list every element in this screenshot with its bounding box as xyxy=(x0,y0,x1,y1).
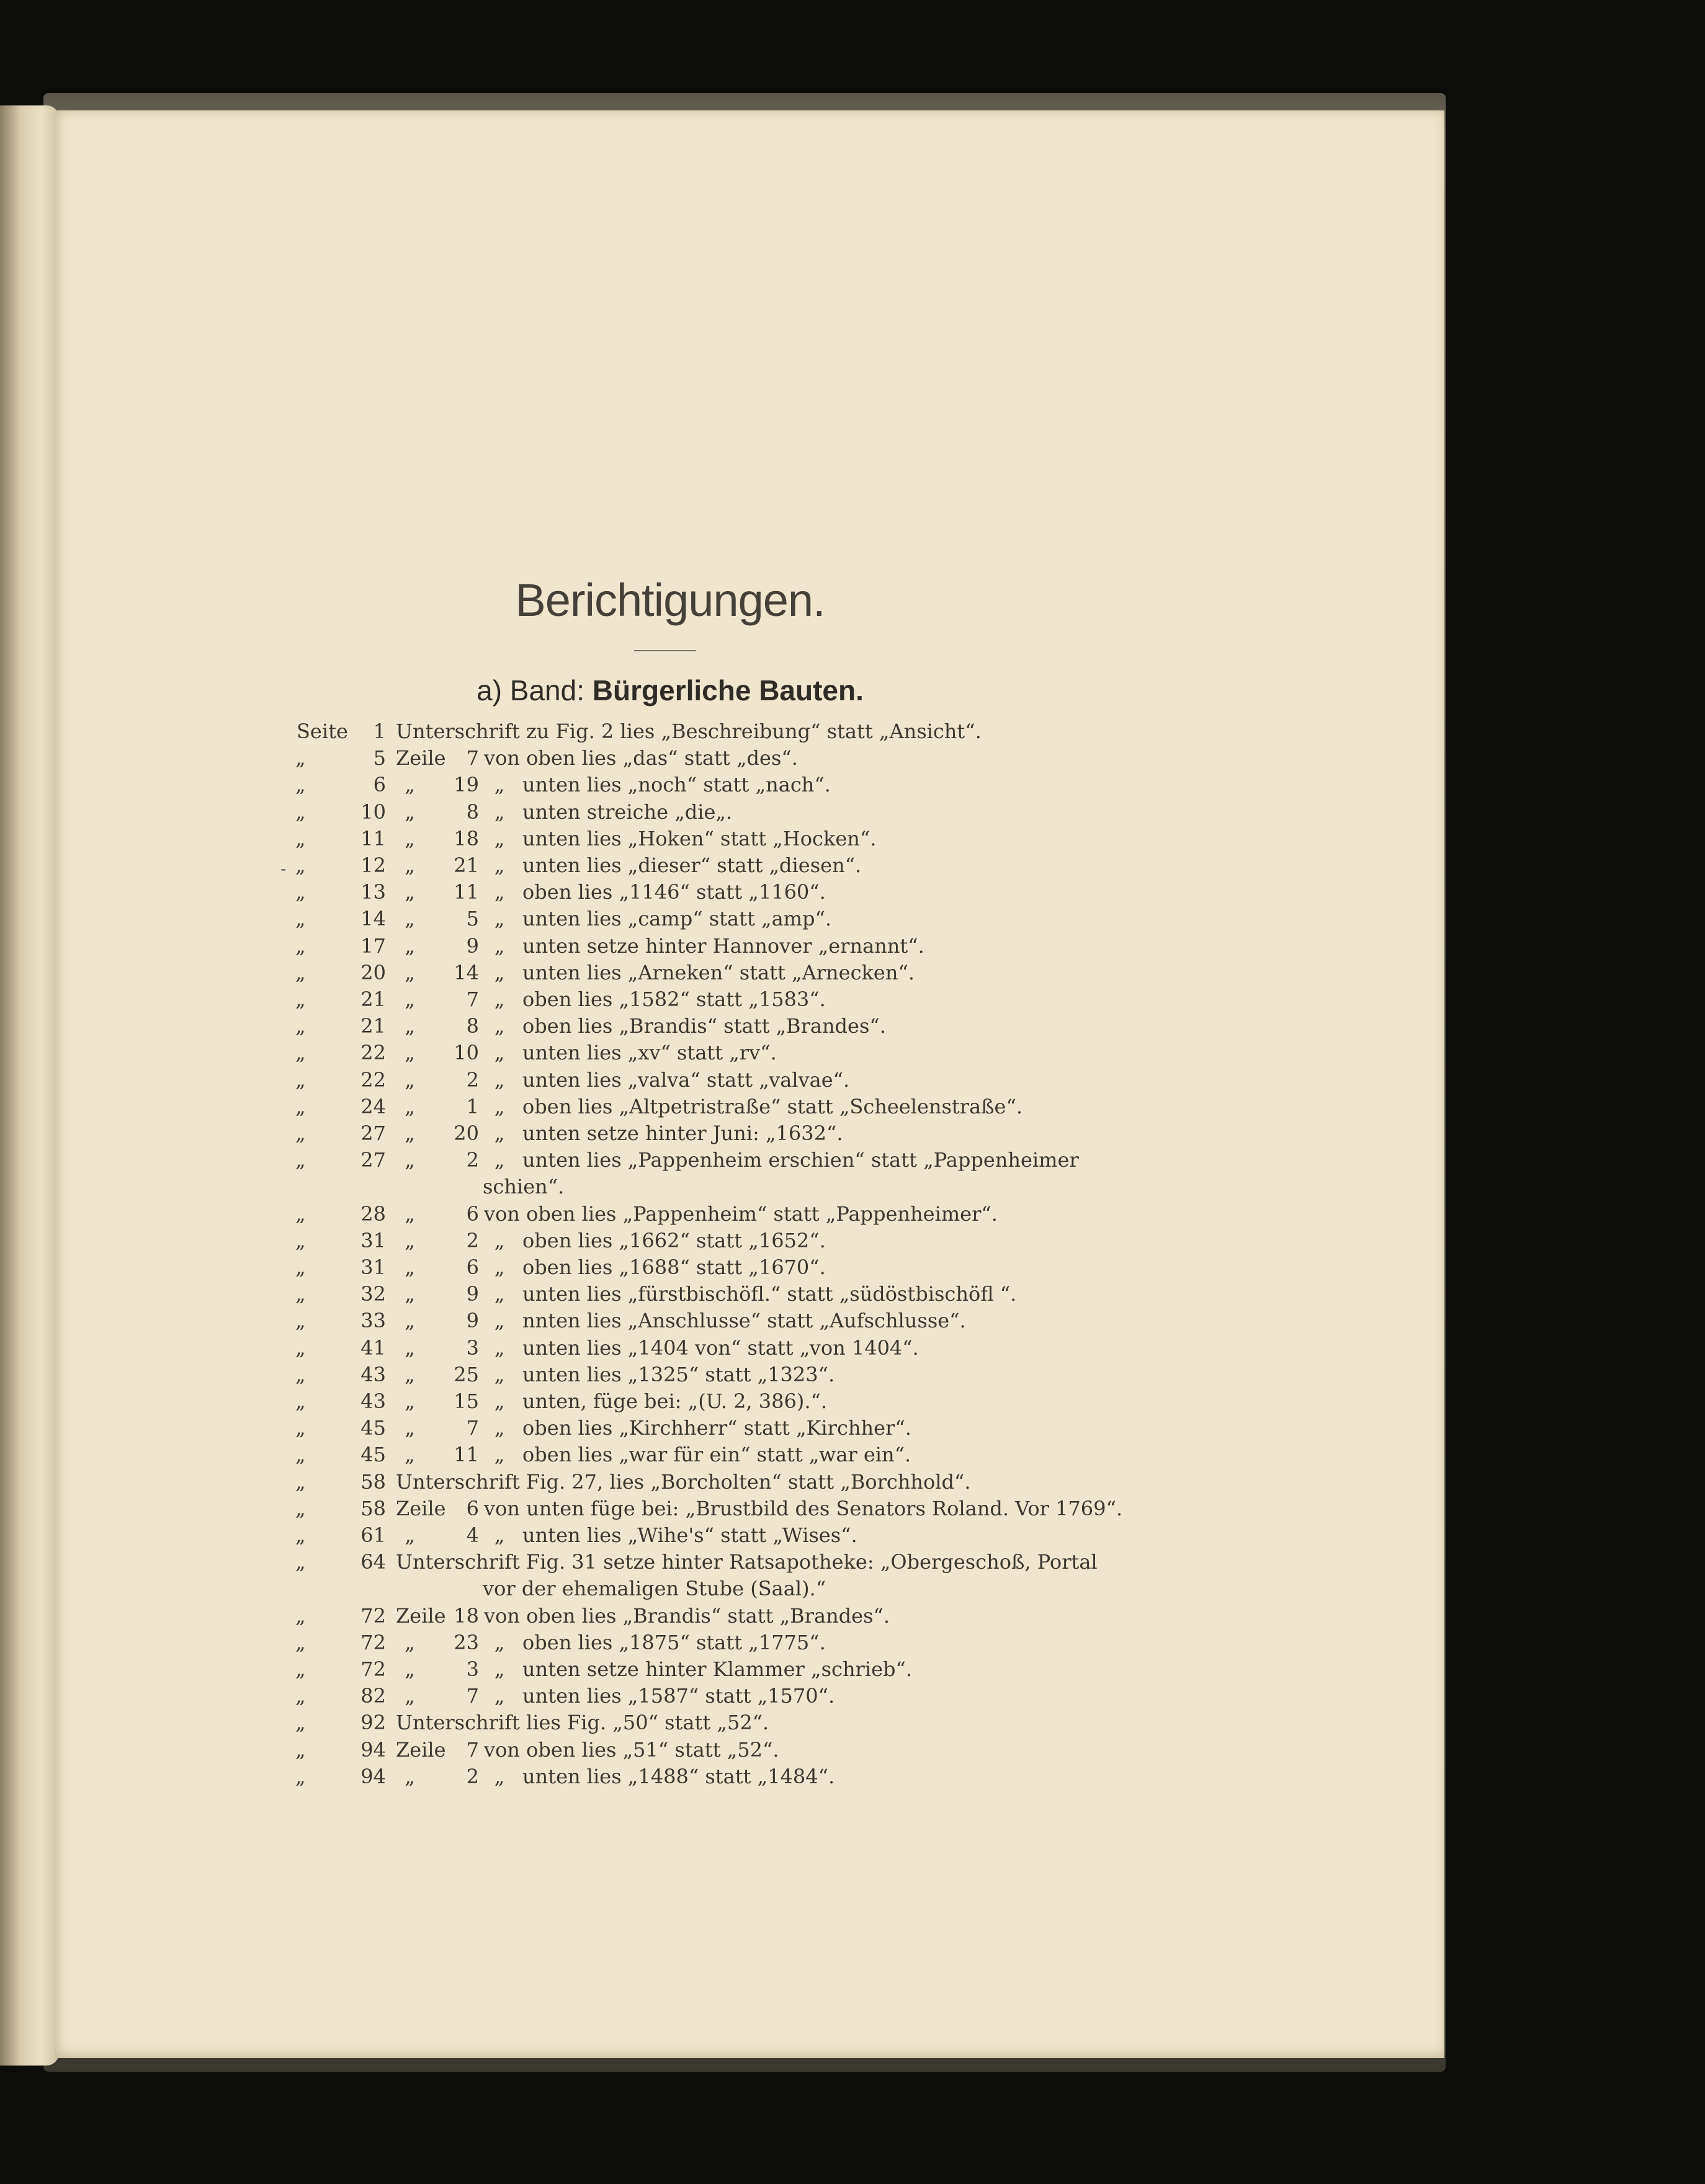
ditto-mark: „ xyxy=(405,1443,415,1467)
correction-text: unten, füge bei: „(U. 2, 386).“. xyxy=(522,1389,828,1413)
page-number: 10 xyxy=(360,800,386,824)
ditto-mark: „ xyxy=(295,960,306,984)
errata-row xyxy=(0,1656,1705,1682)
errata-row xyxy=(0,1040,1705,1066)
page-number: 12 xyxy=(360,854,386,877)
errata-row xyxy=(0,1522,1705,1548)
ditto-mark: „ xyxy=(295,1657,306,1681)
page-number: 43 xyxy=(360,1362,386,1386)
ditto-mark: „ xyxy=(295,1550,306,1574)
ditto-mark: „ xyxy=(295,1094,306,1118)
errata-row xyxy=(0,1013,1705,1039)
ditto-mark: „ xyxy=(494,1684,505,1708)
errata-row xyxy=(0,1469,1705,1495)
page-number: 22 xyxy=(360,1067,386,1092)
line-number: 8 xyxy=(466,800,479,824)
line-number: 7 xyxy=(466,987,479,1011)
errata-row xyxy=(0,1763,1705,1790)
ditto-mark: „ xyxy=(295,773,306,797)
ditto-mark: „ xyxy=(494,880,505,904)
correction-text: unten lies „1325“ statt „1323“. xyxy=(522,1362,835,1386)
ditto-mark: „ xyxy=(494,960,505,984)
line-number: 7 xyxy=(466,1416,479,1440)
correction-text: oben lies „1688“ statt „1670“. xyxy=(522,1255,826,1279)
errata-row xyxy=(0,718,1705,744)
page-number: 82 xyxy=(360,1684,386,1708)
line-number: 2 xyxy=(466,1148,479,1172)
ditto-mark: „ xyxy=(494,826,505,850)
correction-text: unten lies „1488“ statt „1484“. xyxy=(522,1764,835,1788)
ditto-mark: „ xyxy=(494,1014,505,1038)
ditto-mark: „ xyxy=(494,800,505,824)
ditto-mark: „ xyxy=(494,1148,505,1172)
ditto-mark: „ xyxy=(405,773,415,797)
correction-text: oben lies „1662“ statt „1652“. xyxy=(522,1228,826,1252)
ditto-mark: „ xyxy=(295,1255,306,1279)
section-heading xyxy=(0,674,1340,707)
page-number: 45 xyxy=(360,1416,386,1440)
errata-row xyxy=(0,1388,1705,1414)
ditto-mark: „ xyxy=(405,1335,415,1360)
errata-row xyxy=(0,1683,1705,1709)
correction-text: unten setze hinter Klammer „schrieb“. xyxy=(522,1657,913,1681)
errata-row xyxy=(0,1442,1705,1468)
zeile-label: Zeile xyxy=(396,1737,446,1762)
page-number: 24 xyxy=(360,1094,386,1118)
ditto-mark: „ xyxy=(295,1201,306,1226)
ditto-mark: „ xyxy=(295,934,306,958)
errata-row xyxy=(0,852,1705,878)
line-number: 10 xyxy=(454,1041,479,1065)
correction-text: nnten lies „Anschlusse“ statt „Aufschlusse“. xyxy=(522,1309,966,1333)
page-number: 20 xyxy=(360,960,386,984)
line-number: 11 xyxy=(454,880,479,904)
ditto-mark: „ xyxy=(405,1014,415,1038)
ditto-mark: „ xyxy=(494,907,505,931)
correction-text: unten lies „noch“ statt „nach“. xyxy=(522,773,831,797)
errata-row xyxy=(0,745,1705,771)
line-number: 1 xyxy=(466,1094,479,1118)
line-number: 19 xyxy=(454,773,479,797)
ditto-mark: „ xyxy=(295,1711,306,1735)
ditto-mark: „ xyxy=(295,1067,306,1092)
ditto-mark: „ xyxy=(295,907,306,931)
ditto-mark: „ xyxy=(295,1684,306,1708)
ditto-mark: „ xyxy=(494,934,505,958)
errata-row xyxy=(0,1549,1705,1575)
page-number: 41 xyxy=(360,1335,386,1360)
correction-text: unten setze hinter Hannover „ernannt“. xyxy=(522,934,924,958)
ditto-mark: „ xyxy=(295,854,306,877)
correction-text: oben lies „Altpetristraße“ statt „Scheelenstraße“. xyxy=(522,1094,1023,1118)
page-number: 92 xyxy=(360,1711,386,1735)
ditto-mark: „ xyxy=(494,1094,505,1118)
line-number: 18 xyxy=(454,826,479,850)
ditto-mark: „ xyxy=(405,987,415,1011)
ditto-mark: „ xyxy=(494,1255,505,1279)
page-number: 13 xyxy=(360,880,386,904)
page-number: 6 xyxy=(373,773,386,797)
page-number: 31 xyxy=(360,1255,386,1279)
ditto-mark: „ xyxy=(295,1389,306,1413)
page-number: 5 xyxy=(373,746,386,770)
section-heading-title: Bürgerliche Bauten. xyxy=(592,674,864,706)
ditto-mark: „ xyxy=(295,746,306,770)
ditto-mark: „ xyxy=(405,1255,415,1279)
seite-label: Seite xyxy=(297,720,348,743)
ditto-mark: „ xyxy=(405,934,415,958)
ditto-mark: „ xyxy=(494,1443,505,1467)
correction-text: unten lies „xv“ statt „rv“. xyxy=(522,1041,777,1065)
page-number: 17 xyxy=(360,934,386,958)
line-number: 21 xyxy=(454,854,479,877)
line-number: 9 xyxy=(466,934,479,958)
ditto-mark: „ xyxy=(405,1416,415,1440)
ditto-mark: „ xyxy=(405,1389,415,1413)
ditto-mark: „ xyxy=(295,1603,306,1628)
ditto-mark: „ xyxy=(494,1416,505,1440)
ditto-mark: „ xyxy=(295,1737,306,1762)
ditto-mark: „ xyxy=(405,1657,415,1681)
ditto-mark: „ xyxy=(295,1228,306,1252)
line-number: 3 xyxy=(466,1335,479,1360)
ditto-mark: „ xyxy=(295,1523,306,1547)
correction-text: von oben lies „51“ statt „52“. xyxy=(484,1737,779,1762)
correction-text: oben lies „1582“ statt „1583“. xyxy=(522,987,826,1011)
ditto-mark: „ xyxy=(405,1094,415,1118)
ditto-mark: „ xyxy=(494,1282,505,1306)
correction-text: Unterschrift zu Fig. 2 lies „Beschreibung“ statt „Ansicht“. xyxy=(396,720,982,743)
section-heading-prefix: a) Band: xyxy=(477,674,585,706)
ditto-mark: „ xyxy=(405,1121,415,1145)
ditto-mark: „ xyxy=(295,1309,306,1333)
page-number: 94 xyxy=(360,1737,386,1762)
ditto-mark: „ xyxy=(295,800,306,824)
line-number: 2 xyxy=(466,1067,479,1092)
errata-row xyxy=(0,799,1705,825)
correction-text: oben lies „Kirchherr“ statt „Kirchher“. xyxy=(522,1416,911,1440)
ditto-mark: „ xyxy=(295,826,306,850)
errata-row xyxy=(0,879,1705,905)
errata-row xyxy=(0,1335,1705,1361)
correction-text: unten setze hinter Juni: „1632“. xyxy=(522,1121,843,1145)
ditto-mark: „ xyxy=(494,1121,505,1145)
ditto-mark: „ xyxy=(494,1657,505,1681)
ditto-mark: „ xyxy=(405,1362,415,1386)
correction-text: von oben lies „das“ statt „des“. xyxy=(484,746,798,770)
correction-text: unten lies „1587“ statt „1570“. xyxy=(522,1684,835,1708)
correction-text: unten lies „Arneken“ statt „Arnecken“. xyxy=(522,960,915,984)
page-title: Berichtigungen. xyxy=(515,574,825,626)
ditto-mark: „ xyxy=(405,826,415,850)
page-number: 11 xyxy=(360,826,386,850)
zeile-label: Zeile xyxy=(396,1603,446,1628)
page-number: 27 xyxy=(360,1121,386,1145)
errata-row xyxy=(0,1629,1705,1656)
ditto-mark: „ xyxy=(295,1496,306,1520)
line-number: 20 xyxy=(454,1121,479,1145)
ditto-mark: „ xyxy=(405,800,415,824)
errata-row xyxy=(0,1362,1705,1388)
ditto-mark: „ xyxy=(295,1362,306,1386)
page-number: 28 xyxy=(360,1201,386,1226)
correction-text: unten lies „Hoken“ statt „Hocken“. xyxy=(522,826,877,850)
line-number: 25 xyxy=(454,1362,479,1386)
line-number: 2 xyxy=(466,1228,479,1252)
ditto-mark: „ xyxy=(295,1121,306,1145)
line-number: 3 xyxy=(466,1657,479,1681)
ditto-mark: „ xyxy=(295,1443,306,1467)
errata-row xyxy=(0,772,1705,798)
errata-row xyxy=(0,826,1705,852)
errata-row xyxy=(0,1737,1705,1763)
errata-row xyxy=(0,1709,1705,1736)
ditto-mark: „ xyxy=(295,1335,306,1360)
errata-row xyxy=(0,960,1705,986)
page-number: 94 xyxy=(360,1764,386,1788)
ditto-mark: „ xyxy=(494,1309,505,1333)
ditto-mark: „ xyxy=(494,1362,505,1386)
ditto-mark: „ xyxy=(295,1416,306,1440)
line-number: 11 xyxy=(454,1443,479,1467)
ditto-mark: „ xyxy=(405,1041,415,1065)
title-divider xyxy=(634,650,696,651)
page-number: 72 xyxy=(360,1630,386,1654)
ditto-mark: „ xyxy=(295,1041,306,1065)
ditto-mark: „ xyxy=(405,1067,415,1092)
correction-text: unten lies „Wihe's“ statt „Wises“. xyxy=(522,1523,857,1547)
ditto-mark: „ xyxy=(494,987,505,1011)
page-number: 22 xyxy=(360,1041,386,1065)
ditto-mark: „ xyxy=(494,1389,505,1413)
line-number: 5 xyxy=(466,907,479,931)
ditto-mark: „ xyxy=(405,1228,415,1252)
errata-row xyxy=(0,1308,1705,1334)
errata-row xyxy=(0,1254,1705,1280)
ditto-mark: „ xyxy=(405,1201,415,1226)
errata-row xyxy=(0,1094,1705,1120)
ditto-mark: „ xyxy=(494,854,505,877)
line-number: 7 xyxy=(466,1684,479,1708)
line-number: 23 xyxy=(454,1630,479,1654)
line-number: 4 xyxy=(466,1523,479,1547)
page-number: 1 xyxy=(373,720,386,743)
correction-text: Unterschrift Fig. 31 setze hinter Ratsapotheke: „Obergeschoß, Portal xyxy=(396,1550,1098,1574)
ditto-mark: „ xyxy=(405,960,415,984)
ditto-mark: „ xyxy=(295,1014,306,1038)
page-number: 43 xyxy=(360,1389,386,1413)
errata-row xyxy=(0,1415,1705,1441)
line-number: 6 xyxy=(466,1201,479,1226)
correction-text: oben lies „war für ein“ statt „war ein“. xyxy=(522,1443,911,1467)
errata-row xyxy=(0,1120,1705,1146)
ditto-mark: „ xyxy=(295,987,306,1011)
line-number: 2 xyxy=(466,1764,479,1788)
line-number: 6 xyxy=(466,1255,479,1279)
zeile-label: Zeile xyxy=(396,1496,446,1520)
correction-text: von unten füge bei: „Brustbild des Senators Roland. Vor 1769“. xyxy=(484,1496,1123,1520)
line-number: 15 xyxy=(454,1389,479,1413)
ditto-mark: „ xyxy=(494,1041,505,1065)
page-number: 31 xyxy=(360,1228,386,1252)
errata-row xyxy=(0,1603,1705,1629)
correction-text: Unterschrift lies Fig. „50“ statt „52“. xyxy=(396,1711,769,1735)
ditto-mark: „ xyxy=(405,1764,415,1788)
page-number: 72 xyxy=(360,1603,386,1628)
ditto-mark: „ xyxy=(494,1335,505,1360)
margin-mark: - xyxy=(280,858,287,879)
ditto-mark: „ xyxy=(494,1228,505,1252)
errata-row xyxy=(0,1228,1705,1254)
correction-text: unten lies „Pappenheim erschien“ statt „Pappenheimer xyxy=(522,1148,1079,1172)
errata-row xyxy=(0,1201,1705,1227)
correction-text: unten lies „1404 von“ statt „von 1404“. xyxy=(522,1335,919,1360)
ditto-mark: „ xyxy=(295,880,306,904)
ditto-mark: „ xyxy=(494,1523,505,1547)
line-number: 14 xyxy=(454,960,479,984)
ditto-mark: „ xyxy=(494,773,505,797)
page-number: 58 xyxy=(360,1469,386,1494)
correction-text: oben lies „1146“ statt „1160“. xyxy=(522,880,826,904)
correction-text: unten streiche „die„. xyxy=(522,800,733,824)
zeile-label: Zeile xyxy=(396,746,446,770)
page-number: 61 xyxy=(360,1523,386,1547)
page-number: 21 xyxy=(360,1014,386,1038)
correction-text: von oben lies „Brandis“ statt „Brandes“. xyxy=(484,1603,890,1628)
ditto-mark: „ xyxy=(295,1764,306,1788)
page-number: 32 xyxy=(360,1282,386,1306)
correction-continuation: vor der ehemaligen Stube (Saal).“ xyxy=(483,1577,826,1601)
line-number: 7 xyxy=(466,746,479,770)
errata-row xyxy=(0,1067,1705,1093)
correction-text: Unterschrift Fig. 27, lies „Borcholten“ statt „Borchhold“. xyxy=(396,1469,971,1494)
ditto-mark: „ xyxy=(295,1630,306,1654)
page-number: 33 xyxy=(360,1309,386,1333)
page-number: 64 xyxy=(360,1550,386,1574)
errata-row xyxy=(0,1495,1705,1522)
page-number: 21 xyxy=(360,987,386,1011)
errata-row xyxy=(0,986,1705,1012)
errata-row xyxy=(0,1147,1705,1173)
correction-text: oben lies „Brandis“ statt „Brandes“. xyxy=(522,1014,886,1038)
correction-text: unten lies „camp“ statt „amp“. xyxy=(522,907,831,931)
line-number: 18 xyxy=(454,1603,479,1628)
line-number: 8 xyxy=(466,1014,479,1038)
ditto-mark: „ xyxy=(295,1282,306,1306)
correction-text: unten lies „fürstbischöfl.“ statt „südöstbischöfl “. xyxy=(522,1282,1017,1306)
correction-text: von oben lies „Pappenheim“ statt „Pappenheimer“. xyxy=(484,1201,998,1226)
page-number: 58 xyxy=(360,1496,386,1520)
page-number: 45 xyxy=(360,1443,386,1467)
ditto-mark: „ xyxy=(295,1148,306,1172)
ditto-mark: „ xyxy=(405,1630,415,1654)
correction-text: unten lies „dieser“ statt „diesen“. xyxy=(522,854,862,877)
page-number: 27 xyxy=(360,1148,386,1172)
ditto-mark: „ xyxy=(405,1309,415,1333)
correction-continuation: schien“. xyxy=(483,1175,565,1199)
ditto-mark: „ xyxy=(494,1764,505,1788)
correction-text: unten lies „valva“ statt „valvae“. xyxy=(522,1067,850,1092)
ditto-mark: „ xyxy=(405,1684,415,1708)
ditto-mark: „ xyxy=(405,1148,415,1172)
correction-text: oben lies „1875“ statt „1775“. xyxy=(522,1630,826,1654)
errata-row xyxy=(0,906,1705,932)
line-number: 6 xyxy=(466,1496,479,1520)
ditto-mark: „ xyxy=(295,1469,306,1494)
ditto-mark: „ xyxy=(405,880,415,904)
line-number: 7 xyxy=(466,1737,479,1762)
ditto-mark: „ xyxy=(405,1523,415,1547)
ditto-mark: „ xyxy=(494,1067,505,1092)
line-number: 9 xyxy=(466,1282,479,1306)
ditto-mark: „ xyxy=(405,907,415,931)
errata-row xyxy=(0,933,1705,959)
line-number: 9 xyxy=(466,1309,479,1333)
ditto-mark: „ xyxy=(494,1630,505,1654)
errata-row xyxy=(0,1281,1705,1307)
page-number: 72 xyxy=(360,1657,386,1681)
ditto-mark: „ xyxy=(405,854,415,877)
page-number: 14 xyxy=(360,907,386,931)
ditto-mark: „ xyxy=(405,1282,415,1306)
